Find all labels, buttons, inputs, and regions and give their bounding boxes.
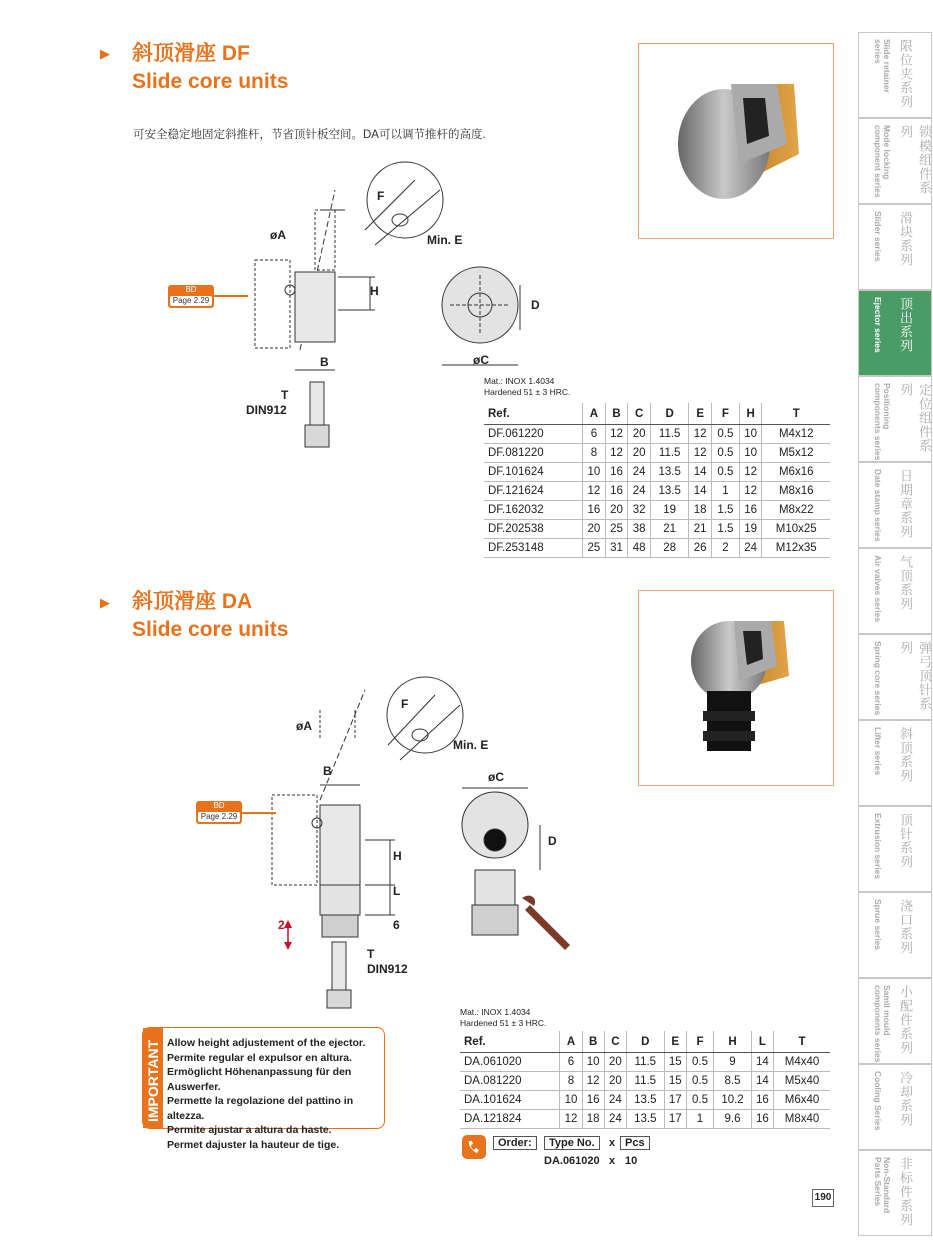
da-label-T: T [367, 947, 375, 961]
table-cell: 15 [664, 1053, 686, 1072]
df-label-phiA: øA [270, 228, 286, 242]
da-title-en: Slide core units [132, 618, 289, 641]
tab-label-en: Samll mould components series [873, 985, 892, 1063]
df-bd-badge[interactable] [168, 285, 214, 308]
important-line: Permet dajuster la hauteur de tige. [167, 1138, 340, 1151]
table-cell: DF.162032 [484, 501, 583, 520]
tab-label-cn: 浇口系列 [897, 899, 912, 955]
table-cell: 24 [604, 1091, 626, 1110]
table-cell: DF.121624 [484, 482, 583, 501]
table-cell: 11.5 [626, 1072, 664, 1091]
table-cell: 25 [583, 539, 606, 558]
table-cell: 28 [651, 539, 689, 558]
table-row [484, 520, 830, 539]
df-description: 可安全稳定地固定斜推杆，节省顶针板空间。DA可以调节推杆的高度. [133, 129, 486, 141]
tab-label-cn: 斜顶系列 [897, 727, 912, 783]
da-label-D: D [548, 834, 557, 848]
category-tab[interactable] [858, 118, 932, 204]
da-label-F: F [401, 697, 409, 711]
table-cell: DA.081220 [460, 1072, 560, 1091]
table-cell: 6 [560, 1053, 582, 1072]
table-row [460, 1091, 830, 1110]
table-cell: DA.061020 [460, 1053, 560, 1072]
table-cell: 2 [711, 539, 739, 558]
tab-label-cn: 冷却系列 [897, 1071, 912, 1127]
table-cell: 24 [739, 539, 762, 558]
table-cell: 8 [583, 444, 606, 463]
df-label-T: T [281, 388, 289, 402]
table-cell: 20 [605, 501, 628, 520]
table-cell: 16 [739, 501, 762, 520]
table-header-cell: D [651, 403, 689, 425]
table-cell: 12 [739, 463, 762, 482]
category-tab[interactable] [858, 290, 932, 376]
da-spec-table [460, 1031, 830, 1129]
table-cell: 0.5 [686, 1053, 713, 1072]
bd-badge-page: Page 2.29 [198, 812, 240, 822]
table-cell: 0.5 [711, 425, 739, 444]
da-label-H: H [393, 849, 402, 863]
table-cell: 0.5 [711, 444, 739, 463]
table-cell: M10x25 [762, 520, 830, 539]
important-label: IMPORTANT [145, 1039, 161, 1122]
tab-label-en: Slider series [873, 211, 883, 262]
table-cell: DF.081220 [484, 444, 583, 463]
category-tab[interactable] [858, 634, 932, 720]
tab-label-cn: 弹弓顶针系列 [897, 641, 931, 711]
table-cell: 9 [714, 1053, 752, 1072]
table-header-cell: C [628, 403, 651, 425]
table-row [484, 425, 830, 444]
da-material: Mat.: INOX 1.4034 [460, 1007, 531, 1017]
table-cell: 18 [582, 1110, 604, 1129]
table-cell: 24 [628, 482, 651, 501]
table-row [484, 539, 830, 558]
table-cell: 11.5 [626, 1053, 664, 1072]
df-label-D: D [531, 298, 540, 312]
table-header-cell: Ref. [460, 1031, 560, 1053]
da-label-two: 2 [278, 918, 285, 932]
table-row [484, 444, 830, 463]
tab-label-cn: 定位组件系列 [897, 383, 931, 453]
bd-badge-title: BD [213, 801, 225, 810]
table-cell: 16 [751, 1110, 773, 1129]
important-line: Permite regular el expulsor en altura. [167, 1051, 352, 1064]
table-row [460, 1110, 830, 1129]
table-cell: 14 [751, 1053, 773, 1072]
table-header-cell: B [605, 403, 628, 425]
category-tab[interactable] [858, 892, 932, 978]
important-note-box [142, 1027, 385, 1151]
tab-label-en: Cooling Series [873, 1071, 883, 1131]
table-cell: 20 [628, 425, 651, 444]
table-cell: 12 [560, 1110, 582, 1129]
table-cell: 20 [628, 444, 651, 463]
table-cell: M6x40 [774, 1091, 830, 1110]
order-pcs-label: Pcs [620, 1137, 650, 1149]
tab-label-en: Extrusion series [873, 813, 883, 880]
tab-label-en: Date stamp series [873, 469, 883, 542]
important-line: Ermöglicht Höhenanpassung für den Auswerfer. [167, 1066, 352, 1093]
tab-label-cn: 顶针系列 [897, 813, 912, 869]
table-cell: 20 [604, 1053, 626, 1072]
table-cell: 24 [628, 463, 651, 482]
table-cell: 13.5 [651, 463, 689, 482]
da-label-minE: Min. E [453, 738, 489, 752]
tab-label-cn: 滑块系列 [897, 211, 912, 267]
da-label-din: DIN912 [367, 962, 408, 976]
table-cell: 11.5 [651, 425, 689, 444]
table-header-cell: T [774, 1031, 830, 1053]
order-example-x: x [609, 1155, 616, 1167]
table-cell: 16 [583, 501, 606, 520]
tab-label-en: Slide retainer series [873, 39, 892, 93]
da-title-cn: 斜顶滑座 DA [132, 590, 253, 613]
category-tab[interactable] [858, 204, 932, 290]
category-tab[interactable] [858, 978, 932, 1064]
table-cell: 17 [664, 1091, 686, 1110]
table-cell: 0.5 [711, 463, 739, 482]
table-cell: 17 [664, 1110, 686, 1129]
tab-label-cn: 日期章系列 [897, 469, 912, 539]
tab-label-en: Air valves series [873, 555, 883, 623]
table-cell: 13.5 [626, 1091, 664, 1110]
da-label-phiA: øA [296, 719, 312, 733]
table-cell: 19 [739, 520, 762, 539]
table-cell: 14 [751, 1072, 773, 1091]
order-example-qty: 10 [625, 1155, 638, 1167]
table-cell: 10 [583, 463, 606, 482]
table-cell: 12 [582, 1072, 604, 1091]
table-cell: 16 [582, 1091, 604, 1110]
table-row [484, 463, 830, 482]
table-cell: 14 [689, 463, 712, 482]
table-header-cell: E [689, 403, 712, 425]
da-hardened: Hardened 51 ± 3 HRC. [460, 1018, 547, 1028]
table-cell: 48 [628, 539, 651, 558]
table-cell: 18 [689, 501, 712, 520]
section-arrow-icon: ▶ [100, 46, 110, 61]
table-cell: 16 [605, 482, 628, 501]
category-tab[interactable] [858, 1150, 932, 1236]
table-header-cell: Ref. [484, 403, 583, 425]
da-bd-connector [242, 812, 276, 814]
da-product-photo [638, 590, 834, 786]
important-line: Permette la regolazione del pattino in altezza. [167, 1095, 354, 1122]
tab-label-cn: 非标件系列 [897, 1157, 912, 1227]
table-header-cell: H [739, 403, 762, 425]
table-cell: 20 [583, 520, 606, 539]
table-cell: DF.061220 [484, 425, 583, 444]
table-cell: 8 [560, 1072, 582, 1091]
table-cell: 10 [582, 1053, 604, 1072]
table-header-cell: L [751, 1031, 773, 1053]
table-cell: 10 [739, 444, 762, 463]
df-product-photo [638, 43, 834, 239]
tab-label-en: Lifter series [873, 727, 883, 776]
table-cell: 1.5 [711, 501, 739, 520]
table-cell: M8x22 [762, 501, 830, 520]
table-cell: 25 [605, 520, 628, 539]
category-tabs [858, 32, 932, 1236]
category-tab[interactable] [858, 720, 932, 806]
table-cell: DF.101624 [484, 463, 583, 482]
table-cell: 0.5 [686, 1091, 713, 1110]
table-row [484, 501, 830, 520]
table-cell: 21 [689, 520, 712, 539]
table-row [460, 1053, 830, 1072]
df-label-din: DIN912 [246, 403, 287, 417]
table-cell: 13.5 [651, 482, 689, 501]
order-x: x [609, 1137, 616, 1149]
table-header-cell: B [582, 1031, 604, 1053]
section-arrow-icon: ▶ [100, 595, 110, 610]
tab-label-cn: 限位夹系列 [897, 39, 912, 109]
table-cell: 38 [628, 520, 651, 539]
table-cell: 21 [651, 520, 689, 539]
category-tab[interactable] [858, 376, 932, 462]
important-line: Allow height adjustement of the ejector. [167, 1037, 366, 1049]
table-cell: 12 [739, 482, 762, 501]
table-cell: 16 [605, 463, 628, 482]
da-label-B: B [323, 764, 332, 778]
table-cell: M5x12 [762, 444, 830, 463]
table-cell: 14 [689, 482, 712, 501]
table-cell: M4x40 [774, 1053, 830, 1072]
tab-label-cn: 锁模组件系列 [897, 125, 931, 195]
df-label-F: F [377, 189, 385, 203]
df-spec-table [484, 403, 830, 558]
table-cell: 11.5 [651, 444, 689, 463]
phone-order-icon [462, 1135, 486, 1159]
df-bd-connector [214, 295, 248, 297]
da-label-phiC: øC [488, 770, 504, 784]
df-hardened: Hardened 51 ± 3 HRC. [484, 387, 571, 397]
table-header-cell: H [714, 1031, 752, 1053]
category-tab[interactable] [858, 806, 932, 892]
table-cell: 15 [664, 1072, 686, 1091]
tab-label-cn: 小配件系列 [897, 985, 912, 1055]
tab-label-en: Sprue series [873, 899, 883, 951]
bd-badge-page: Page 2.29 [170, 296, 212, 306]
table-cell: 10.2 [714, 1091, 752, 1110]
table-cell: 32 [628, 501, 651, 520]
da-bd-badge[interactable] [196, 801, 242, 824]
table-header-cell: E [664, 1031, 686, 1053]
tab-label-en: Mode locking component series [873, 125, 892, 198]
da-label-six: 6 [393, 918, 400, 932]
table-cell: M8x16 [762, 482, 830, 501]
order-type-label: Type No. [544, 1137, 600, 1149]
table-cell: 12 [605, 444, 628, 463]
df-title-en: Slide core units [132, 70, 289, 93]
df-label-minE: Min. E [427, 233, 463, 247]
important-line: Permite ajustar a altura da haste. [167, 1124, 332, 1136]
table-cell: 10 [560, 1091, 582, 1110]
df-label-H: H [370, 284, 379, 298]
table-cell: DA.121824 [460, 1110, 560, 1129]
table-cell: M5x40 [774, 1072, 830, 1091]
table-row [460, 1072, 830, 1091]
category-tab[interactable] [858, 32, 932, 118]
tab-label-cn: 气顶系列 [897, 555, 912, 611]
table-header-cell: C [604, 1031, 626, 1053]
df-title-cn: 斜顶滑座 DF [132, 42, 250, 65]
table-cell: 12 [605, 425, 628, 444]
table-cell: 12 [583, 482, 606, 501]
bd-badge-title: BD [185, 285, 197, 294]
table-cell: 16 [751, 1091, 773, 1110]
table-cell: 1 [686, 1110, 713, 1129]
order-example-type: DA.061020 [544, 1155, 600, 1167]
table-cell: 20 [604, 1072, 626, 1091]
table-row [484, 482, 830, 501]
table-cell: M12x35 [762, 539, 830, 558]
df-material: Mat.: INOX 1.4034 [484, 376, 555, 386]
table-cell: 1 [711, 482, 739, 501]
table-cell: 26 [689, 539, 712, 558]
table-cell: 13.5 [626, 1110, 664, 1129]
tab-label-cn: 顶出系列 [897, 297, 912, 353]
table-cell: 9.6 [714, 1110, 752, 1129]
table-cell: DA.101624 [460, 1091, 560, 1110]
page-number: 190 [812, 1189, 834, 1207]
tab-label-en: Ejector series [873, 297, 883, 353]
table-header-cell: F [711, 403, 739, 425]
category-tab[interactable] [858, 548, 932, 634]
table-cell: 12 [689, 425, 712, 444]
table-cell: 8.5 [714, 1072, 752, 1091]
table-cell: DF.253148 [484, 539, 583, 558]
table-cell: 19 [651, 501, 689, 520]
table-header-cell: D [626, 1031, 664, 1053]
table-header-cell: T [762, 403, 830, 425]
table-header-cell: A [583, 403, 606, 425]
table-cell: 12 [689, 444, 712, 463]
table-cell: 10 [739, 425, 762, 444]
category-tab[interactable] [858, 462, 932, 548]
order-label: Order: [493, 1137, 537, 1149]
table-header-cell: F [686, 1031, 713, 1053]
table-cell: M4x12 [762, 425, 830, 444]
table-cell: M6x16 [762, 463, 830, 482]
table-cell: 31 [605, 539, 628, 558]
table-cell: 6 [583, 425, 606, 444]
tab-label-en: Positioning components series [873, 383, 892, 461]
category-tab[interactable] [858, 1064, 932, 1150]
table-cell: DF.202538 [484, 520, 583, 539]
df-label-phiC: øC [473, 353, 489, 367]
df-label-B: B [320, 355, 329, 369]
table-header-cell: A [560, 1031, 582, 1053]
da-label-L: L [393, 884, 401, 898]
table-cell: 0.5 [686, 1072, 713, 1091]
tab-label-en: Non-Standard Parts Series [873, 1157, 892, 1214]
table-cell: M8x40 [774, 1110, 830, 1129]
tab-label-en: Spring core series [873, 641, 883, 716]
table-cell: 24 [604, 1110, 626, 1129]
table-cell: 1.5 [711, 520, 739, 539]
